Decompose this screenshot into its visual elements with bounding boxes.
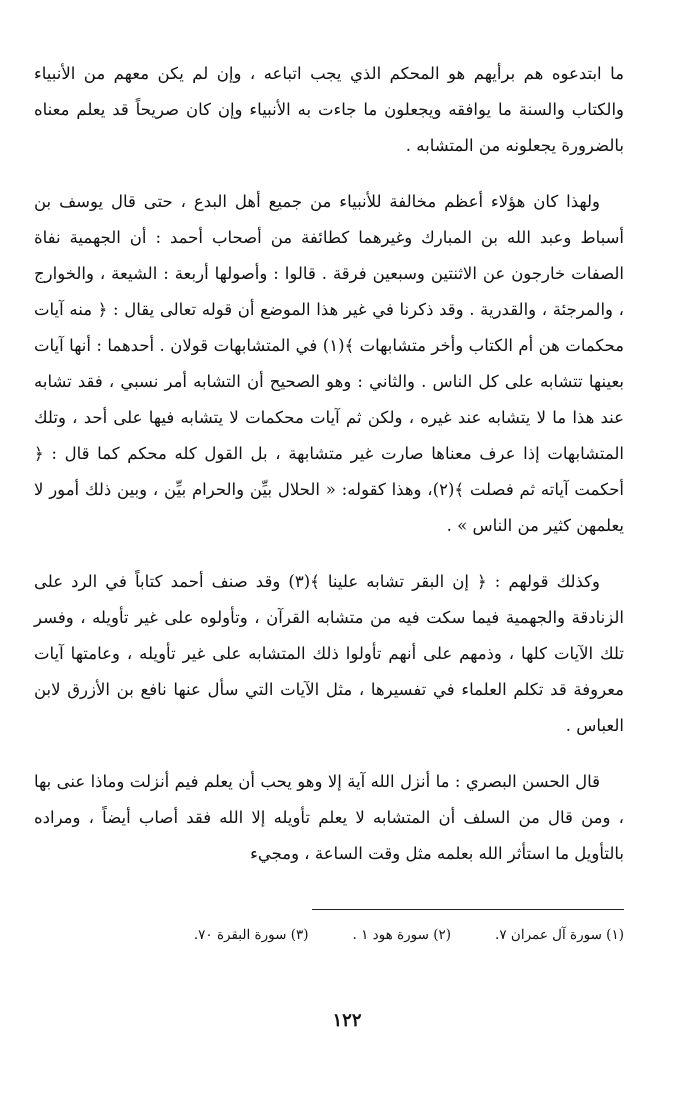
page-number: ١٢٢ [332, 1010, 362, 1031]
footnote-divider [312, 909, 624, 910]
page-body [34, 56, 624, 892]
paragraph: ولهذا كان هؤلاء أعظم مخالفة للأنبياء من جميع أهل البدع ، حتى قال يوسف بن أسباط وعبد الله بن المبارك وغيرهما كطائفة من أصحاب أحمد : أن الجهمية نفاة الصفات خارجون عن الاثنتين وسبعين فرقة . قالوا : وأصولها أربعة : الشيعة ، والخوارج ، والمرجئة ، والقدرية . وقد ذكرنا في غير هذا الموضع أن قوله تعالى يقال : ﴿ منه آيات محكمات هن أم الكتاب وأخر متشابهات ﴾(١) في المتشابهات قولان . أحدهما : أنها آيات بعينها تتشابه على كل الناس . والثاني : وهو الصحيح أن التشابه أمر نسبي ، فقد تشابه عند هذا ما لا يتشابه عند غيره ، ولكن ثم آيات محكمات لا يتشابه فيها على أحد ، وتلك المتشابهات إذا عرف معناها صارت غير متشابهة ، بل القول كله محكم كما قال : ﴿ أحكمت آياته ثم فصلت ﴾(٢)، وهذا كقوله: « الحلال بيِّن والحرام بيِّن ، وبين ذلك أمور لا يعلمهن كثير من الناس » . [34, 192, 624, 535]
footnote-item: (١) سورة آل عمران ٧. [495, 927, 624, 943]
paragraph: وكذلك قولهم : ﴿ إن البقر تشابه علينا ﴾(٣) وقد صنف أحمد كتاباً في الرد على الزنادقة والجهمية فيما سكت فيه من متشابه القرآن ، وتأولوه على غير تأويله ، وفسر تلك الآيات كلها ، وذمهم على أنهم تأولوا ذلك المتشابه على غير تأويله ، وعامتها آيات معروفة قد تكلم العلماء في تفسيرها ، مثل الآيات التي سأل عنها نافع بن الأزرق لابن العباس . [34, 572, 624, 735]
footnote-item: (٢) سورة هود ١ . [352, 927, 452, 943]
footnote-item: (٣) سورة البقرة ٧٠. [193, 927, 309, 943]
paragraph: قال الحسن البصري : ما أنزل الله آية إلا وهو يحب أن يعلم فيم أنزلت وماذا عنى بها ، ومن قال من السلف أن المتشابه لا يعلم تأويله إلا الله فقد أصاب أيضاً ، ومراده بالتأويل ما استأثر الله بعلمه مثل وقت الساعة ، ومجيء [34, 772, 624, 863]
paragraph: ما ابتدعوه هم برأيهم هو المحكم الذي يجب اتباعه ، وإن لم يكن معهم من الأنبياء والكتاب والسنة ما يوافقه ويجعلون ما جاءت به الأنبياء وإن كان صريحاً قد يعلم معناه بالضرورة يجعلونه من المتشابه . [34, 64, 624, 155]
footnotes [130, 924, 624, 946]
